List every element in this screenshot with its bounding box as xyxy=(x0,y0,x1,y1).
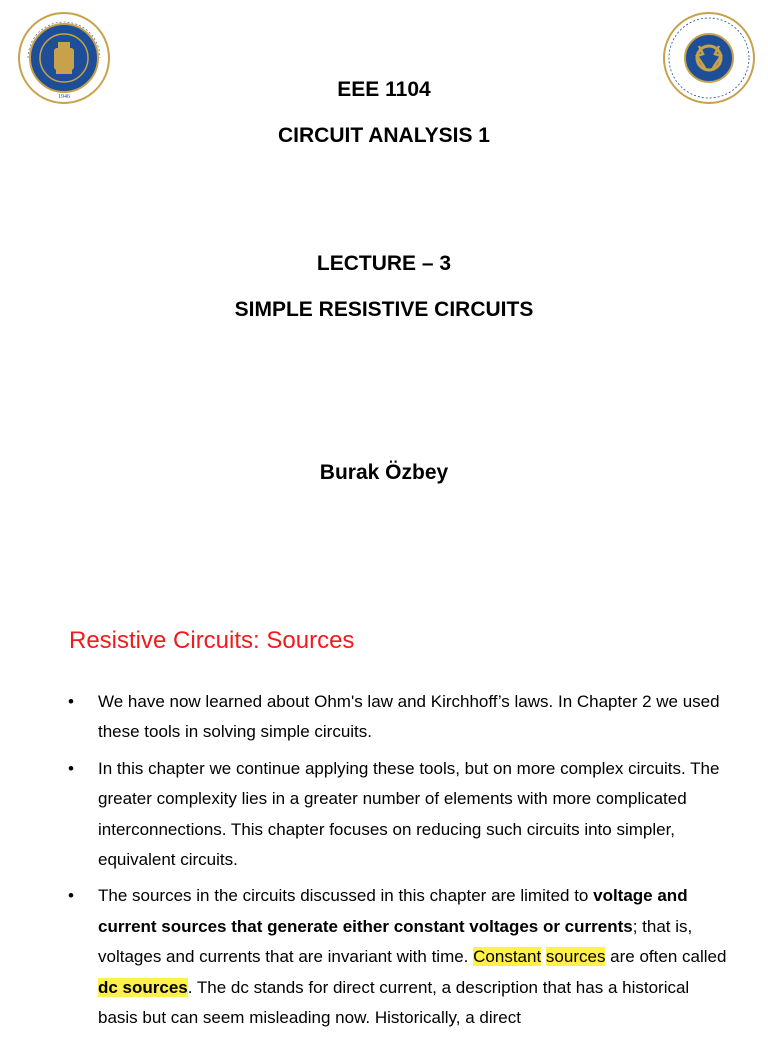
section-heading: Resistive Circuits: Sources xyxy=(69,627,355,654)
highlighted-bold-phrase: dc sources xyxy=(98,977,188,997)
course-name: CIRCUIT ANALYSIS 1 xyxy=(278,124,490,147)
seal-year-text: 1946 xyxy=(58,94,70,100)
bullet-icon: • xyxy=(68,758,74,778)
course-code: EEE 1104 xyxy=(337,78,431,101)
bold-phrase: voltage and current sources that generate either constant voltages or currents xyxy=(98,886,688,936)
list-item xyxy=(68,754,728,876)
highlighted-word: Constant xyxy=(473,947,542,967)
highlighted-word: sources xyxy=(545,947,606,967)
bullet-text: The sources in the circuits discussed in this chapter are limited to voltage and current sources that generate either constant voltages or currents; that is, voltages and currents that are invariant with time. Constant sources are often called dc sources. The dc stands for direct current, a description that has a historical basis but can seem misleading now. Historically, a direct xyxy=(98,886,727,1028)
author-name: Burak Özbey xyxy=(319,461,449,484)
bullet-icon: • xyxy=(68,886,74,906)
bullet-list xyxy=(68,687,728,1039)
bullet-text: We have now learned about Ohm's law and Kirchhoff’s laws. In Chapter 2 we used these tools in solving simple circuits. xyxy=(98,692,720,742)
lecture-title: SIMPLE RESISTIVE CIRCUITS xyxy=(234,298,534,321)
bullet-text: In this chapter we continue applying these tools, but on more complex circuits. The greater complexity lies in a greater number of elements with more complicated interconnections. This chapter focuses on reducing such circuits into simpler, equivalent circuits. xyxy=(98,758,720,870)
lecture-number: LECTURE – 3 xyxy=(316,252,452,275)
list-item xyxy=(68,881,728,1033)
list-item xyxy=(68,687,728,748)
bullet-icon: • xyxy=(68,692,74,711)
